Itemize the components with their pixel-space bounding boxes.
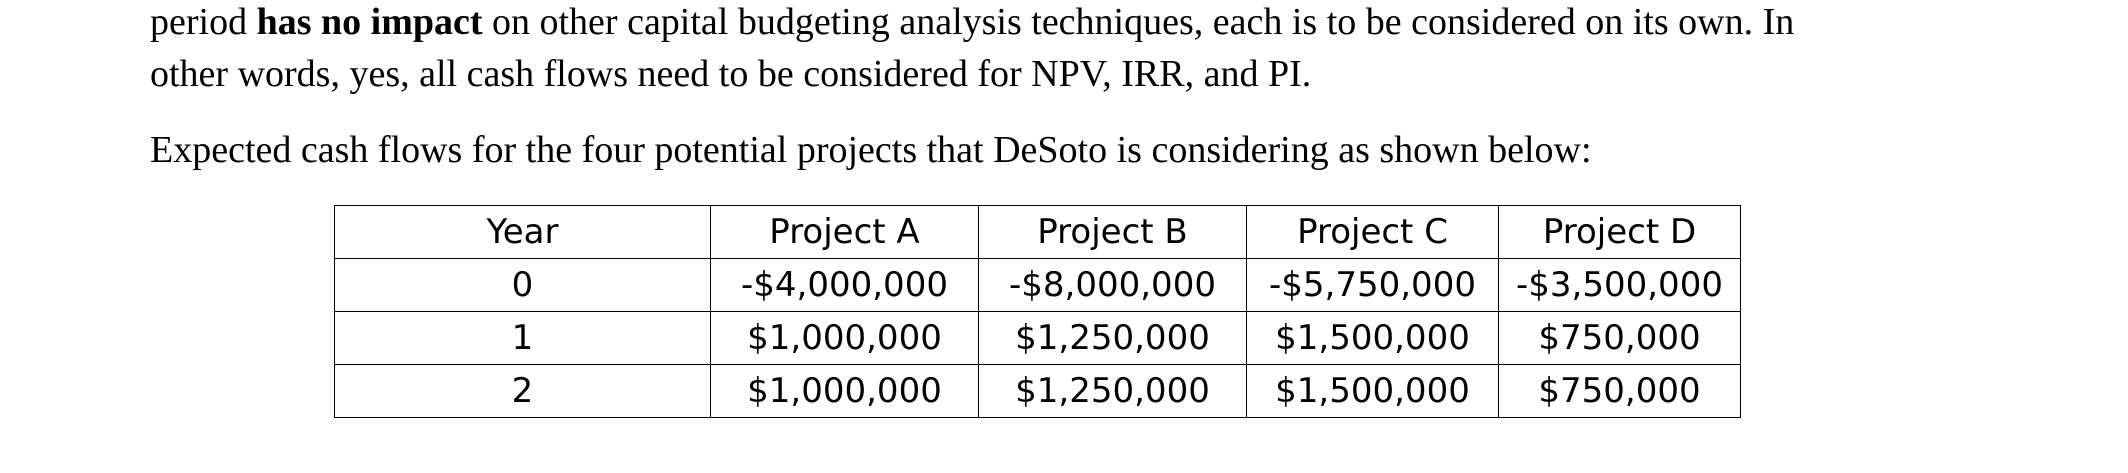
table-row — [335, 365, 1741, 418]
table-header-row — [335, 206, 1741, 259]
table-cell-project-c: -$5,750,000 — [1247, 259, 1499, 312]
header-project-d: Project D — [1499, 206, 1741, 259]
cash-flow-table — [334, 205, 1741, 418]
intro-text-bold: has no impact — [256, 1, 483, 43]
table-row — [335, 312, 1741, 365]
table-cell-project-d: -$3,500,000 — [1499, 259, 1741, 312]
table-cell-project-d: $750,000 — [1499, 365, 1741, 418]
table-cell-project-a: -$4,000,000 — [711, 259, 979, 312]
table-cell-project-c: $1,500,000 — [1247, 365, 1499, 418]
table-cell-year: 1 — [335, 312, 711, 365]
table-cell-project-a: $1,000,000 — [711, 365, 979, 418]
table-cell-project-b: $1,250,000 — [979, 365, 1247, 418]
intro-line-1 — [150, 0, 1910, 48]
intro-paragraph — [150, 0, 1910, 100]
intro-text-pre: period — [150, 1, 257, 43]
intro-text-post: on other capital budgeting analysis techniques, each is to be considered on its own. In — [482, 1, 1795, 43]
table-cell-year: 2 — [335, 365, 711, 418]
table-caption-paragraph: Expected cash flows for the four potential projects that DeSoto is considering as shown below: — [150, 129, 1592, 171]
table-cell-project-b: $1,250,000 — [979, 312, 1247, 365]
table-cell-project-b: -$8,000,000 — [979, 259, 1247, 312]
table-cell-project-a: $1,000,000 — [711, 312, 979, 365]
table-cell-project-d: $750,000 — [1499, 312, 1741, 365]
header-year: Year — [335, 206, 711, 259]
header-project-a: Project A — [711, 206, 979, 259]
header-project-b: Project B — [979, 206, 1247, 259]
table-row — [335, 259, 1741, 312]
header-project-c: Project C — [1247, 206, 1499, 259]
table-cell-project-c: $1,500,000 — [1247, 312, 1499, 365]
intro-line-2: other words, yes, all cash flows need to be considered for NPV, IRR, and PI. — [150, 53, 1312, 95]
table-cell-year: 0 — [335, 259, 711, 312]
